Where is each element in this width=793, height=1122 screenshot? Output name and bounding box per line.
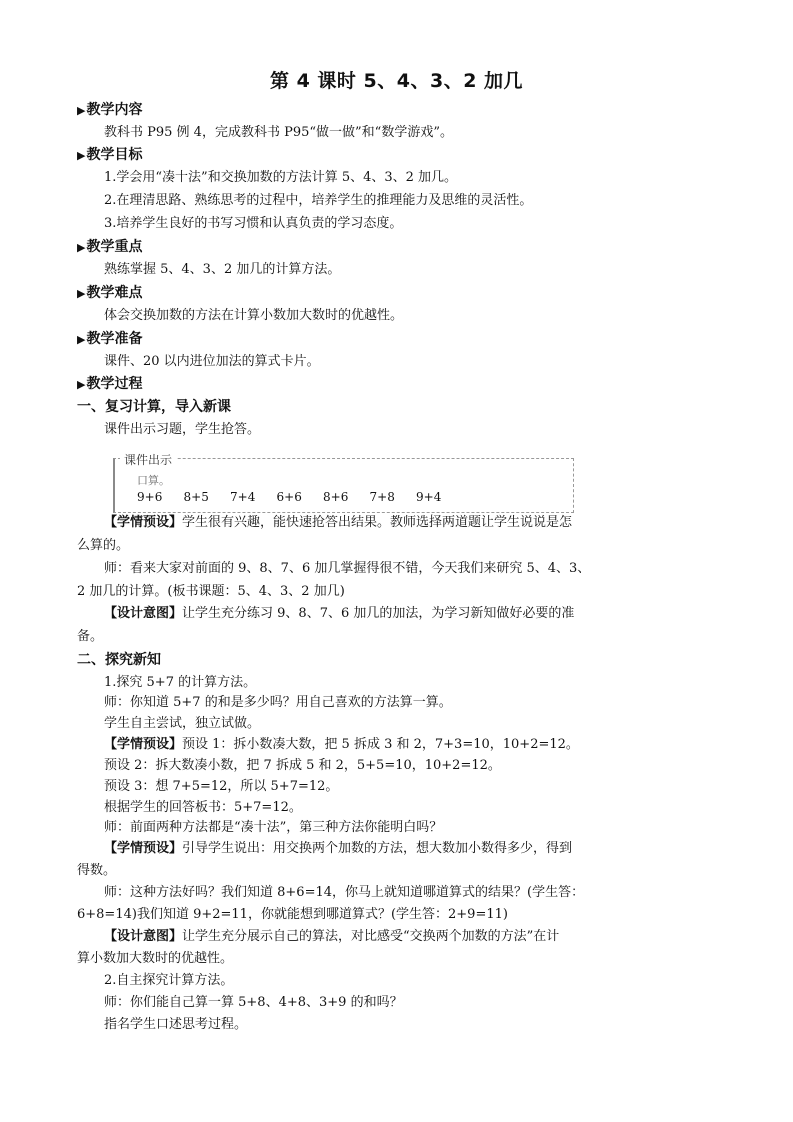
triangle-bullet-icon: ▶ [77,333,86,346]
exercise-item: 6+6 [276,490,302,504]
s2-line-10-cont: 6+8=14)我们知道 9+2=11，你就能想到哪道算式？(学生答：2+9=11) [77,907,508,922]
s2-line-11-cont: 算小数加大数时的优越性。 [77,951,234,966]
s2-line-3: 学生自主尝试，独立试做。 [104,716,261,731]
s2-line-8: 师：前面两种方法都是“凑十法”，第三种方法你能明白吗？ [104,820,443,835]
s2-line-11: 【设计意图】让学生充分展示自己的算法，对比感受“交换两个加数的方法”在计 [104,929,560,944]
difficulty-text: 体会交换加数的方法在计算小数加大数时的优越性。 [104,308,404,323]
goal-item-2: 2.在理清思路、熟练思考的过程中，培养学生的推理能力及思维的灵活性。 [104,193,533,208]
triangle-bullet-icon: ▶ [77,378,86,391]
s1-intro: 课件出示习题，学生抢答。 [104,422,261,437]
heading-difficulty: ▶教学难点 [77,285,143,301]
s2-line-6: 预设 3：想 7+5=12，所以 5+7=12。 [104,779,339,794]
s2-line-1: 1.探究 5+7 的计算方法。 [104,675,257,690]
section-1-heading: 一、复习计算，导入新课 [77,399,231,415]
heading-content: ▶教学内容 [77,102,143,118]
content-text: 教科书 P95 例 4，完成教科书 P95“做一做”和“数学游戏”。 [104,125,453,140]
s2-line-9-cont: 得数。 [77,863,117,878]
triangle-bullet-icon: ▶ [77,287,86,300]
triangle-bullet-icon: ▶ [77,104,86,117]
page-title: 第 4 课时 5、4、3、2 加几 [269,70,524,92]
courseware-box-label: 课件出示 [120,451,176,468]
s2-line-4: 【学情预设】预设 1：拆小数凑大数，把 5 拆成 3 和 2，7+3=10，10+2=12。 [104,737,579,752]
exercise-item: 9+6 [137,490,163,504]
s2-line-10: 师：这种方法好吗？我们知道 8+6=14，你马上就知道哪道算式的结果？(学生答： [104,885,585,900]
exercise-row [137,490,463,504]
exercise-item: 8+6 [323,490,349,504]
goal-item-3: 3.培养学生良好的书写习惯和认真负责的学习态度。 [104,216,403,231]
s2-line-14: 指名学生口述思考过程。 [104,1017,248,1032]
s2-line-13: 师：你们能自己算一算 5+8、4+8、3+9 的和吗？ [104,995,403,1010]
exercise-item: 9+4 [416,490,442,504]
exercise-item: 8+5 [183,490,209,504]
s2-line-12: 2.自主探究计算方法。 [104,973,234,988]
s1-paragraph-2-cont: 2 加几的计算。(板书课题：5、4、3、2 加几) [77,584,345,599]
section-2-heading: 二、探究新知 [77,652,161,668]
s1-paragraph-2: 师：看来大家对前面的 9、8、7、6 加几掌握得很不错，今天我们来研究 5、4、3、 [104,561,591,576]
exercise-item: 7+4 [230,490,256,504]
triangle-bullet-icon: ▶ [77,241,86,254]
heading-key: ▶教学重点 [77,239,143,255]
s2-line-7: 根据学生的回答板书：5+7=12。 [104,800,302,815]
s2-line-5: 预设 2：拆大数凑小数，把 7 拆成 5 和 2，5+5=10，10+2=12。 [104,758,501,773]
heading-prep: ▶教学准备 [77,331,143,347]
s1-paragraph-1: 【学情预设】学生很有兴趣，能快速抢答出结果。教师选择两道题让学生说说是怎 [104,515,573,530]
courseware-box-subtitle: 口算。 [137,474,170,487]
exercise-item: 7+8 [369,490,395,504]
heading-process: ▶教学过程 [77,376,143,392]
s1-paragraph-3-cont: 备。 [77,629,104,644]
triangle-bullet-icon: ▶ [77,149,86,162]
prep-text: 课件、20 以内进位加法的算式卡片。 [104,354,320,369]
heading-goals: ▶教学目标 [77,147,143,163]
courseware-box [113,458,574,513]
s1-paragraph-1-cont: 么算的。 [77,538,130,553]
key-text: 熟练掌握 5、4、3、2 加几的计算方法。 [104,262,341,277]
s2-line-2: 师：你知道 5+7 的和是多少吗？用自己喜欢的方法算一算。 [104,695,452,710]
s1-paragraph-3: 【设计意图】让学生充分练习 9、8、7、6 加几的加法，为学习新知做好必要的准 [104,606,575,621]
s2-line-9: 【学情预设】引导学生说出：用交换两个加数的方法，想大数加小数得多少，得到 [104,841,573,856]
goal-item-1: 1.学会用“凑十法”和交换加数的方法计算 5、4、3、2 加几。 [104,170,458,185]
